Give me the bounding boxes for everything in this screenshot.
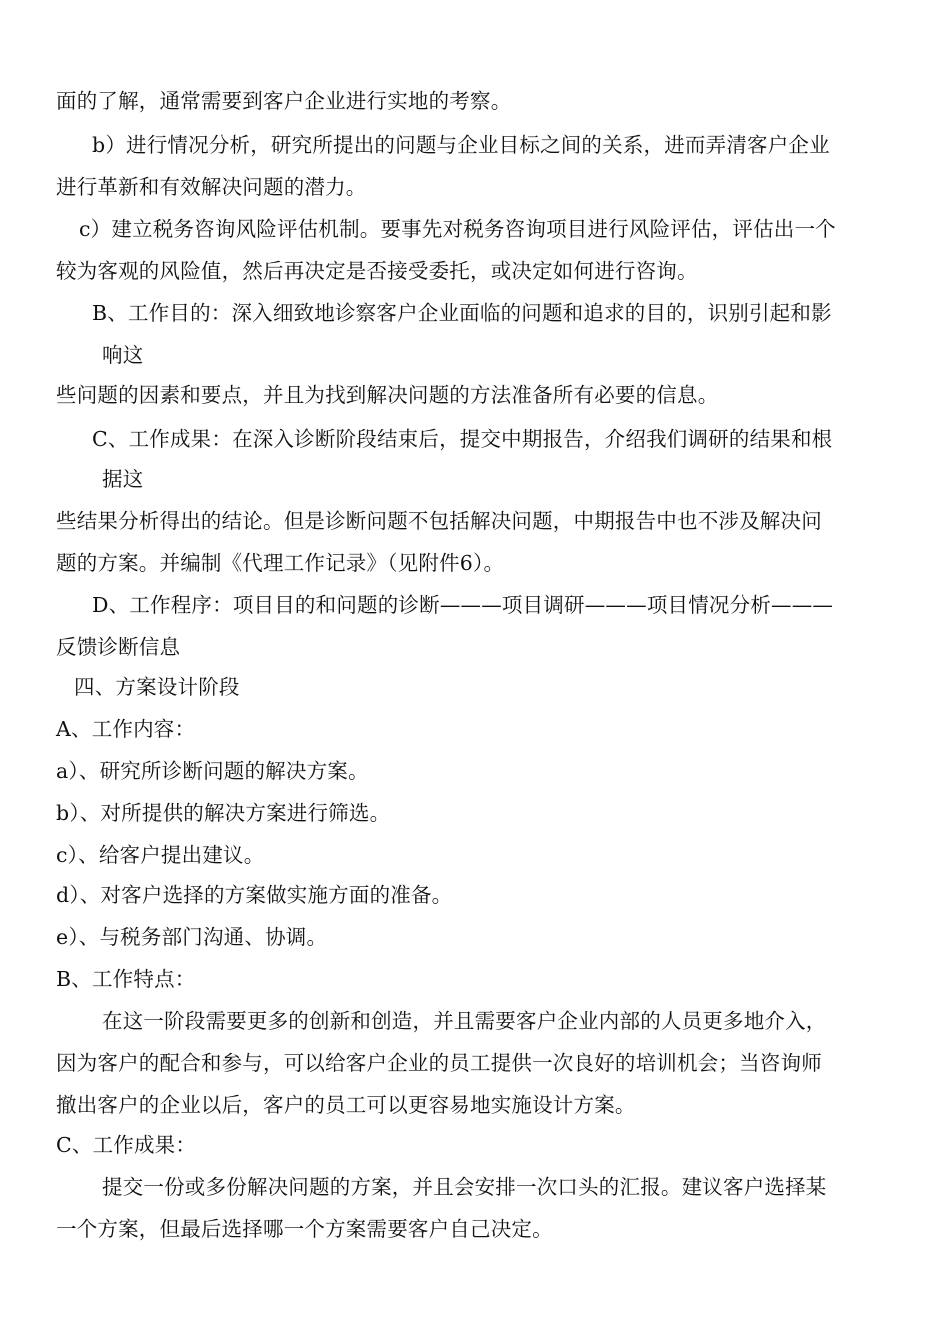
subheading: A、工作内容： <box>56 717 196 741</box>
section-heading: 四、方案设计阶段 <box>74 675 240 699</box>
text-line: b）进行情况分析，研究所提出的问题与企业目标之间的关系，进而弄清客户企业 <box>92 133 830 157</box>
subheading: B、工作特点： <box>56 967 196 991</box>
text-line: 进行革新和有效解决问题的潜力。 <box>56 175 367 199</box>
text-line: 面的了解，通常需要到客户企业进行实地的考察。 <box>56 89 512 113</box>
text-line: c）建立税务咨询风险评估机制。要事先对税务咨询项目进行风险评估，评估出一个 <box>79 217 836 241</box>
text-line: 反馈诊断信息 <box>56 635 181 659</box>
text-line: 据这 <box>102 467 144 491</box>
list-item: c）、给客户提出建议。 <box>56 843 265 867</box>
list-item: e）、与税务部门沟通、协调。 <box>56 925 328 949</box>
text-line: C、工作成果：在深入诊断阶段结束后，提交中期报告，介绍我们调研的结果和根 <box>92 427 833 451</box>
text-line: 提交一份或多份解决问题的方案，并且会安排一次口头的汇报。建议客户选择某 <box>102 1175 827 1199</box>
text-line: 题的方案。并编制《代理工作记录》（见附件6）。 <box>56 551 505 575</box>
text-line: 较为客观的风险值，然后再决定是否接受委托，或决定如何进行咨询。 <box>56 259 698 283</box>
text-line: 一个方案，但最后选择哪一个方案需要客户自己决定。 <box>56 1217 553 1241</box>
text-line: 在这一阶段需要更多的创新和创造，并且需要客户企业内部的人员更多地介入， <box>102 1009 827 1033</box>
text-line: 响这 <box>102 343 144 367</box>
text-line: D、工作程序：项目目的和问题的诊断———项目调研———项目情况分析——— <box>92 593 834 617</box>
list-item: a）、研究所诊断问题的解决方案。 <box>56 759 369 783</box>
subheading: C、工作成果： <box>56 1133 197 1157</box>
list-item: d）、对客户选择的方案做实施方面的准备。 <box>56 883 453 907</box>
text-line: 些问题的因素和要点，并且为找到解决问题的方法准备所有必要的信息。 <box>56 383 719 407</box>
list-item: b）、对所提供的解决方案进行筛选。 <box>56 801 391 825</box>
text-line: 因为客户的配合和参与，可以给客户企业的员工提供一次良好的培训机会；当咨询师 <box>56 1051 822 1075</box>
text-line: B、工作目的：深入细致地诊察客户企业面临的问题和追求的目的，识别引起和影 <box>92 301 832 325</box>
text-line: 些结果分析得出的结论。但是诊断问题不包括解决问题，中期报告中也不涉及解决问 <box>56 509 822 533</box>
text-line: 撤出客户的企业以后，客户的员工可以更容易地实施设计方案。 <box>56 1093 636 1117</box>
